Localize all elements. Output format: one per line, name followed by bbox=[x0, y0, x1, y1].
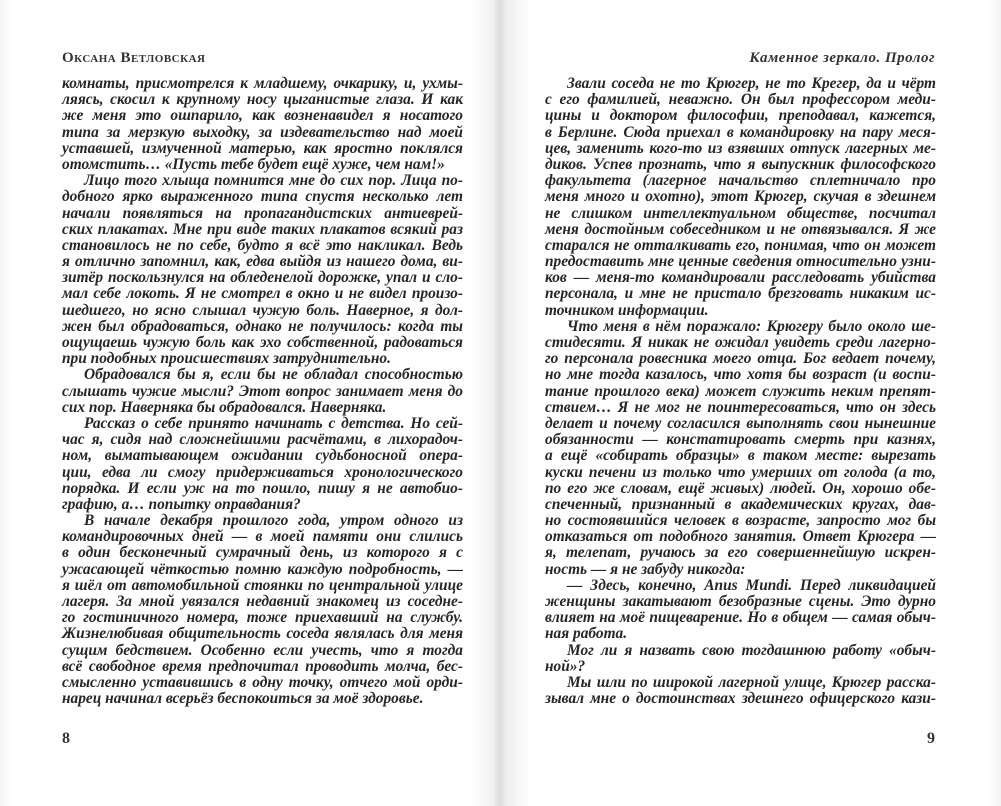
text-line: ков — меня-то командировали расследовать убийства bbox=[545, 269, 936, 287]
text-line: слышать чужие мысли? Этот вопрос занимает меня до bbox=[62, 382, 463, 400]
text-line: ном, выматывающем ожидании судьбоносной опера- bbox=[62, 447, 463, 465]
text-line: Обрадовался бы я, если бы не обладал способностью bbox=[84, 366, 463, 384]
page-number: 9 bbox=[927, 730, 935, 747]
text-line: ощущаешь чужую боль как эхо собственной, радоваться bbox=[62, 334, 463, 351]
text-line: зитёр поскользнулся на обледенелой дорожке, упал и сло- bbox=[62, 269, 463, 287]
text-line: персонала, и мне не пристало брезговать никаким ис- bbox=[545, 285, 936, 303]
text-line: порядка. И если уж на то пошло, пишу я не автобио- bbox=[62, 479, 463, 497]
text-line: Мы шли по широкой лагерной улице, Крюгер расска- bbox=[567, 673, 936, 691]
right-page-text bbox=[545, 76, 936, 707]
running-head-title: Каменное зеркало. Пролог bbox=[749, 50, 935, 66]
left-page bbox=[0, 0, 500, 806]
text-line: уставшей, измученной матерью, как яростно поклялся bbox=[62, 139, 463, 157]
text-line: сих пор. Наверняка бы обрадовался. Наверняка. bbox=[62, 398, 387, 416]
text-line: комнаты, присмотрелся к младшему, очкарику, и, ухмы- bbox=[62, 75, 463, 92]
text-line: Рассказ о себе принято начинать с детства. Но сей- bbox=[84, 414, 463, 432]
text-line: не слишком интеллектуальном обществе, посчитал bbox=[545, 204, 936, 222]
text-line: ная работа. bbox=[545, 625, 628, 643]
text-line: добного ярко выраженного типа спустя несколько лет bbox=[62, 188, 463, 206]
text-line: спеченный, признанный в академических кругах, дав- bbox=[545, 495, 936, 513]
text-line: женщины закатывают безобразные сцены. Это дурно bbox=[545, 593, 936, 610]
text-line: ужасающей чёткостью помню каждую подробность, — bbox=[62, 560, 463, 578]
text-line: ских плакатах. Мне при виде таких плакатов всякий раз bbox=[62, 220, 463, 238]
text-line: ной»? bbox=[545, 657, 586, 675]
text-line: ляясь, скосил к крупному носу цыганистые глаза. И как bbox=[62, 91, 463, 109]
text-line: шедшего, но ясно слышал чужую боль. Наверное, я дол- bbox=[62, 301, 463, 319]
text-line: а ещё «собирать образцы» в таком месте: вырезать bbox=[545, 447, 936, 465]
right-page bbox=[501, 0, 1001, 806]
text-line: но состоявшийся человек в возрасте, запросто мог бы bbox=[545, 512, 936, 530]
text-line: Жизнелюбивая общительность соседа являлась для меня bbox=[62, 625, 463, 643]
text-line: я отлично запомнил, как, едва выйдя из нашего дома, ви- bbox=[62, 253, 463, 271]
text-line: ность — я не забуду никогда: bbox=[545, 560, 746, 578]
text-line: в Берлине. Сюда приехал в командировку на пару меся- bbox=[545, 123, 936, 141]
text-line: по его же словам, ещё живых) людей. Он, хорошо обе- bbox=[545, 479, 936, 497]
text-line: диков. Успев прознать, что я выпускник философского bbox=[545, 155, 936, 173]
text-line: цины и доктором философии, преподавал, кажется, bbox=[545, 107, 936, 125]
text-line: ции, едва ли смогу придерживаться хронологического bbox=[62, 463, 463, 481]
text-line: я, телепат, ручаюсь за его совершеннейшую искрен- bbox=[545, 544, 936, 562]
text-line: отказаться от подобного занятия. Ответ Крюгера — bbox=[545, 528, 936, 546]
text-line: В начале декабря прошлого года, утром одного из bbox=[84, 512, 463, 530]
text-line: Мог ли я назвать свою тогдашнюю работу «обыч- bbox=[567, 641, 936, 659]
text-line: делает и почему согласился выполнять свои нынешние bbox=[545, 414, 936, 432]
text-line: ствием… Я не мог не поинтересоваться, что он здесь bbox=[545, 398, 936, 416]
text-line: стидесяти. Я никак не ожидал увидеть среди лагерно- bbox=[545, 334, 936, 351]
text-line: зывал мне о достоинствах здешнего офицерского кази- bbox=[545, 690, 936, 708]
text-line: цев, заменить кого-то из взявших отпуск лагерных ме- bbox=[545, 139, 936, 157]
text-line: становилось не по себе, будто я всё это накликал. Ведь bbox=[62, 236, 463, 254]
text-line: всё свободное время предпочитал проводить молча, бес- bbox=[62, 657, 463, 675]
text-line: сущим бедствием. Особенно если учесть, что я тогда bbox=[62, 641, 463, 659]
text-line: типа за мерзкую выходку, за издевательство над моей bbox=[62, 123, 463, 141]
text-line: мал себе локоть. Я не смотрел в окно и не видел произо- bbox=[62, 285, 463, 303]
text-line: нарец начинал всерьёз беспокоиться за моё здоровье. bbox=[62, 690, 424, 708]
text-line: я шёл от автомобильной стоянки по центральной улице bbox=[62, 576, 463, 594]
text-line: но мне тогда казалось, что хотя бы возраст (и воспи- bbox=[545, 366, 936, 384]
page-number: 8 bbox=[62, 730, 70, 747]
text-line: — Здесь, конечно, Anus Mundi. Перед ликвидацией bbox=[567, 576, 936, 594]
text-line: лагеря. За мной увязался недавний знакомец из соседне- bbox=[62, 593, 463, 610]
text-line: Звали соседа не то Крюгер, не то Крегер, да и чёрт bbox=[567, 75, 936, 92]
text-line: командировочных дней — в моей памяти они слились bbox=[62, 528, 463, 546]
text-line: в один бесконечный сумрачный день, из которого я с bbox=[62, 544, 463, 562]
running-head-author: Оксана Ветловская bbox=[62, 50, 206, 66]
text-line: Что меня в нём поражало: Крюгеру было около ше- bbox=[567, 317, 936, 335]
text-line: факультета (лагерное начальство сплетничало про bbox=[545, 172, 936, 190]
text-line: смысленно уставившись в одну точку, отчего мой орди- bbox=[62, 673, 463, 691]
text-line: старался не отталкивать его, понимая, что он может bbox=[545, 236, 936, 254]
text-line: жен был обрадоваться, однако не получилось: когда ты bbox=[62, 317, 463, 335]
text-line: го гостиничного номера, тоже приехавший на службу. bbox=[62, 609, 463, 627]
text-line: Лицо того хлыща помнится мне до сих пор. Лица по- bbox=[84, 172, 463, 190]
text-line: влияет на моё пищеварение. Но в общем — самая обыч- bbox=[545, 609, 936, 627]
text-line: меня много и охотно), этот Крюгер, скучая в здешнем bbox=[545, 188, 936, 206]
text-line: графию, а… попытку оправдания? bbox=[62, 495, 301, 513]
text-line: же меня это ошпарило, как возненавидел я носатого bbox=[62, 107, 463, 125]
left-page-text bbox=[62, 76, 463, 707]
text-line: предоставить мне ценные сведения относительно узни- bbox=[545, 253, 936, 271]
text-line: начали появляться на пропагандистских антиеврей- bbox=[62, 204, 463, 222]
text-line: куски печени из только что умерших от голода (а то, bbox=[545, 463, 936, 481]
text-line: тание прошлого века) может служить неким препят- bbox=[545, 382, 936, 400]
text-line: час я, сидя над сложнейшими расчётами, в лихорадоч- bbox=[62, 431, 463, 449]
text-line: с его фамилией, неважно. Он был профессором меди- bbox=[545, 91, 936, 109]
text-line: отомстить… «Пусть тебе будет ещё хуже, чем нам!» bbox=[62, 155, 445, 173]
text-line: го персонала ровесника моего отца. Бог ведает почему, bbox=[545, 350, 936, 368]
text-line: точником информации. bbox=[545, 301, 709, 319]
text-line: меня достойным собеседником и не отвязывался. Я же bbox=[545, 220, 936, 238]
text-line: обязанности — констатировать смерть при казнях, bbox=[545, 431, 936, 449]
text-line: при подобных происшествиях затруднительно. bbox=[62, 350, 391, 368]
